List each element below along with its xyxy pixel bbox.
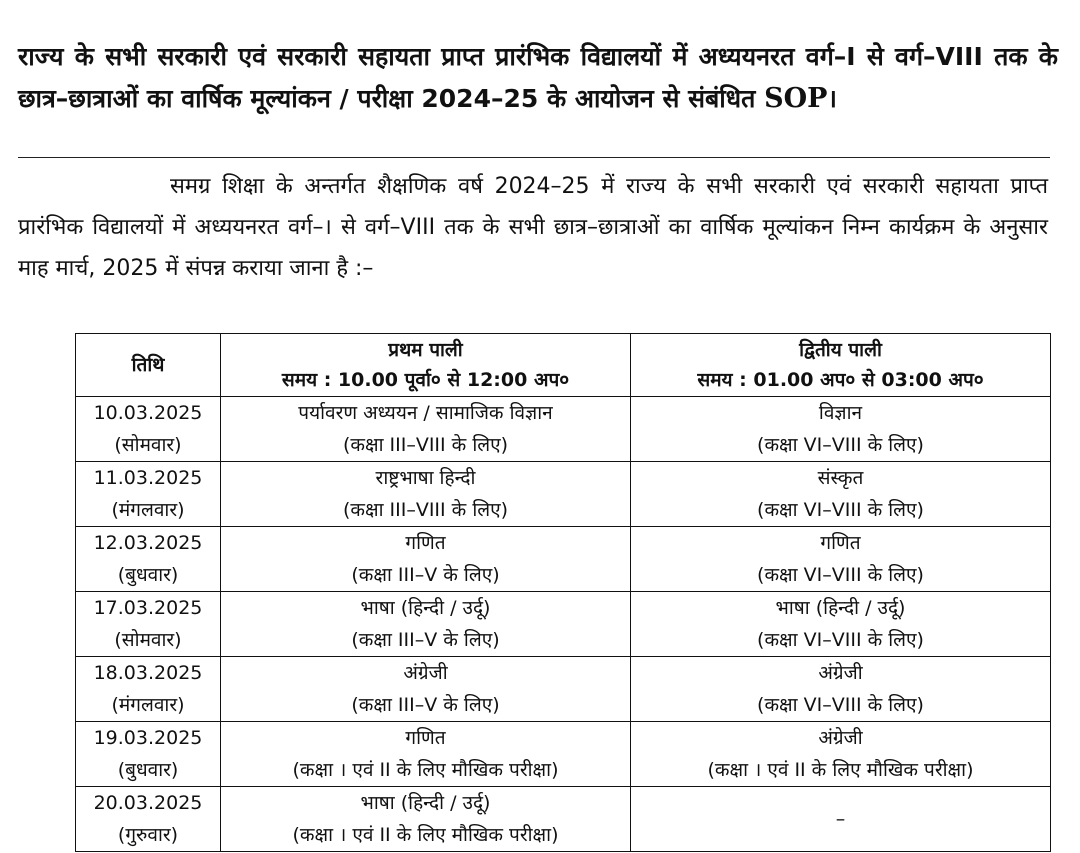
intro-paragraph: समग्र शिक्षा के अन्तर्गत शैक्षणिक वर्ष 2024–25 में राज्य के सभी सरकारी एवं सरकारी सहायता प्राप्त प्रारंभिक विद्यालयों में अध्ययनरत वर्ग–। से वर्ग–VIII तक के सभी छात्र–छात्राओं का वार्षिक मूल्यांकन निम्न कार्यक्रम के अनुसार माह मार्च, 2025 में संपन्न कराया जाना है :– xyxy=(18,174,1048,281)
table-body xyxy=(76,397,1051,852)
table-row xyxy=(76,592,1051,657)
date-cell xyxy=(76,527,221,592)
shift2-class: (कक्षा VI–VIII के लिए) xyxy=(757,499,924,521)
shift1-cell xyxy=(221,527,631,592)
table-row xyxy=(76,657,1051,722)
shift2-subject: अंग्रेजी xyxy=(818,662,863,684)
header-shift1 xyxy=(221,334,631,397)
shift2-cell xyxy=(631,787,1051,852)
shift1-subject: पर्यावरण अध्ययन / सामाजिक विज्ञान xyxy=(298,402,553,424)
heading-text: राज्य के सभी सरकारी एवं सरकारी सहायता प्राप्त प्रारंभिक विद्यालयों में अध्ययनरत वर्ग–I से वर्ग–VIII तक के छात्र–छात्राओं का वार्षिक मूल्यांकन / परीक्षा 2024–25 के आयोजन से संबंधित xyxy=(18,42,1058,113)
row-day: (सोमवार) xyxy=(114,629,182,651)
shift2-cell xyxy=(631,722,1051,787)
row-day: (गुरुवार) xyxy=(117,824,179,846)
shift2-class: (कक्षा VI–VIII के लिए) xyxy=(757,564,924,586)
row-day: (मंगलवार) xyxy=(111,694,185,716)
date-cell xyxy=(76,787,221,852)
shift1-class: (कक्षा III–V के लिए) xyxy=(351,694,500,716)
shift2-class: (कक्षा VI–VIII के लिए) xyxy=(757,629,924,651)
row-date: 20.03.2025 xyxy=(93,792,203,814)
shift1-class: (कक्षा III–VIII के लिए) xyxy=(342,434,509,456)
row-day: (मंगलवार) xyxy=(111,499,185,521)
heading-sop: SOP xyxy=(764,83,828,114)
table-header-row xyxy=(76,334,1051,397)
shift2-class: (कक्षा VI–VIII के लिए) xyxy=(757,434,924,456)
row-date: 19.03.2025 xyxy=(93,727,203,749)
row-day: (सोमवार) xyxy=(114,434,182,456)
shift1-class: (कक्षा III–V के लिए) xyxy=(351,629,500,651)
row-day: (बुधवार) xyxy=(117,564,179,586)
shift1-cell xyxy=(221,397,631,462)
date-cell xyxy=(76,397,221,462)
row-date: 17.03.2025 xyxy=(93,597,203,619)
row-date: 12.03.2025 xyxy=(93,532,203,554)
date-cell xyxy=(76,657,221,722)
shift1-class: (कक्षा III–VIII के लिए) xyxy=(342,499,509,521)
shift1-cell xyxy=(221,657,631,722)
row-date: 10.03.2025 xyxy=(93,402,203,424)
shift2-cell xyxy=(631,657,1051,722)
shift1-title: प्रथम पाली xyxy=(388,339,463,361)
shift1-class: (कक्षा । एवं II के लिए मौखिक परीक्षा) xyxy=(292,824,559,846)
shift2-cell xyxy=(631,592,1051,657)
shift2-subject: भाषा (हिन्दी / उर्दू) xyxy=(775,597,906,619)
table-row xyxy=(76,722,1051,787)
table-row xyxy=(76,787,1051,852)
row-day: (बुधवार) xyxy=(117,759,179,781)
shift2-class: (कक्षा । एवं II के लिए मौखिक परीक्षा) xyxy=(707,759,974,781)
shift1-subject: भाषा (हिन्दी / उर्दू) xyxy=(360,792,491,814)
header-date: तिथि xyxy=(76,334,221,397)
document-heading xyxy=(18,36,1058,120)
shift2-title: द्वितीय पाली xyxy=(799,339,882,361)
heading-end: । xyxy=(827,84,837,113)
shift1-cell xyxy=(221,592,631,657)
date-cell xyxy=(76,462,221,527)
shift2-subject: – xyxy=(835,808,846,830)
header-shift2 xyxy=(631,334,1051,397)
table-row xyxy=(76,462,1051,527)
table-row xyxy=(76,527,1051,592)
table-row xyxy=(76,397,1051,462)
shift2-cell xyxy=(631,527,1051,592)
exam-schedule-table xyxy=(75,333,1051,852)
shift1-class: (कक्षा III–V के लिए) xyxy=(351,564,500,586)
row-date: 11.03.2025 xyxy=(93,467,203,489)
shift1-class: (कक्षा । एवं II के लिए मौखिक परीक्षा) xyxy=(292,759,559,781)
shift1-cell xyxy=(221,722,631,787)
shift2-cell xyxy=(631,462,1051,527)
heading-divider xyxy=(18,157,1050,158)
shift2-subject: गणित xyxy=(820,532,861,554)
shift1-subject: राष्ट्रभाषा हिन्दी xyxy=(375,467,476,489)
shift1-subject: भाषा (हिन्दी / उर्दू) xyxy=(360,597,491,619)
shift1-subject: गणित xyxy=(405,532,446,554)
shift2-subject: अंग्रेजी xyxy=(818,727,863,749)
shift2-subject: विज्ञान xyxy=(818,402,863,424)
row-date: 18.03.2025 xyxy=(93,662,203,684)
shift2-subject: संस्कृत xyxy=(817,467,864,489)
shift2-class: (कक्षा VI–VIII के लिए) xyxy=(757,694,924,716)
shift1-time: समय : 10.00 पूर्वा० से 12:00 अप० xyxy=(281,369,570,391)
shift1-subject: गणित xyxy=(405,727,446,749)
shift1-cell xyxy=(221,462,631,527)
shift1-cell xyxy=(221,787,631,852)
date-cell xyxy=(76,592,221,657)
shift2-cell xyxy=(631,397,1051,462)
shift1-subject: अंग्रेजी xyxy=(403,662,448,684)
date-cell xyxy=(76,722,221,787)
shift2-time: समय : 01.00 अप० से 03:00 अप० xyxy=(697,369,984,391)
